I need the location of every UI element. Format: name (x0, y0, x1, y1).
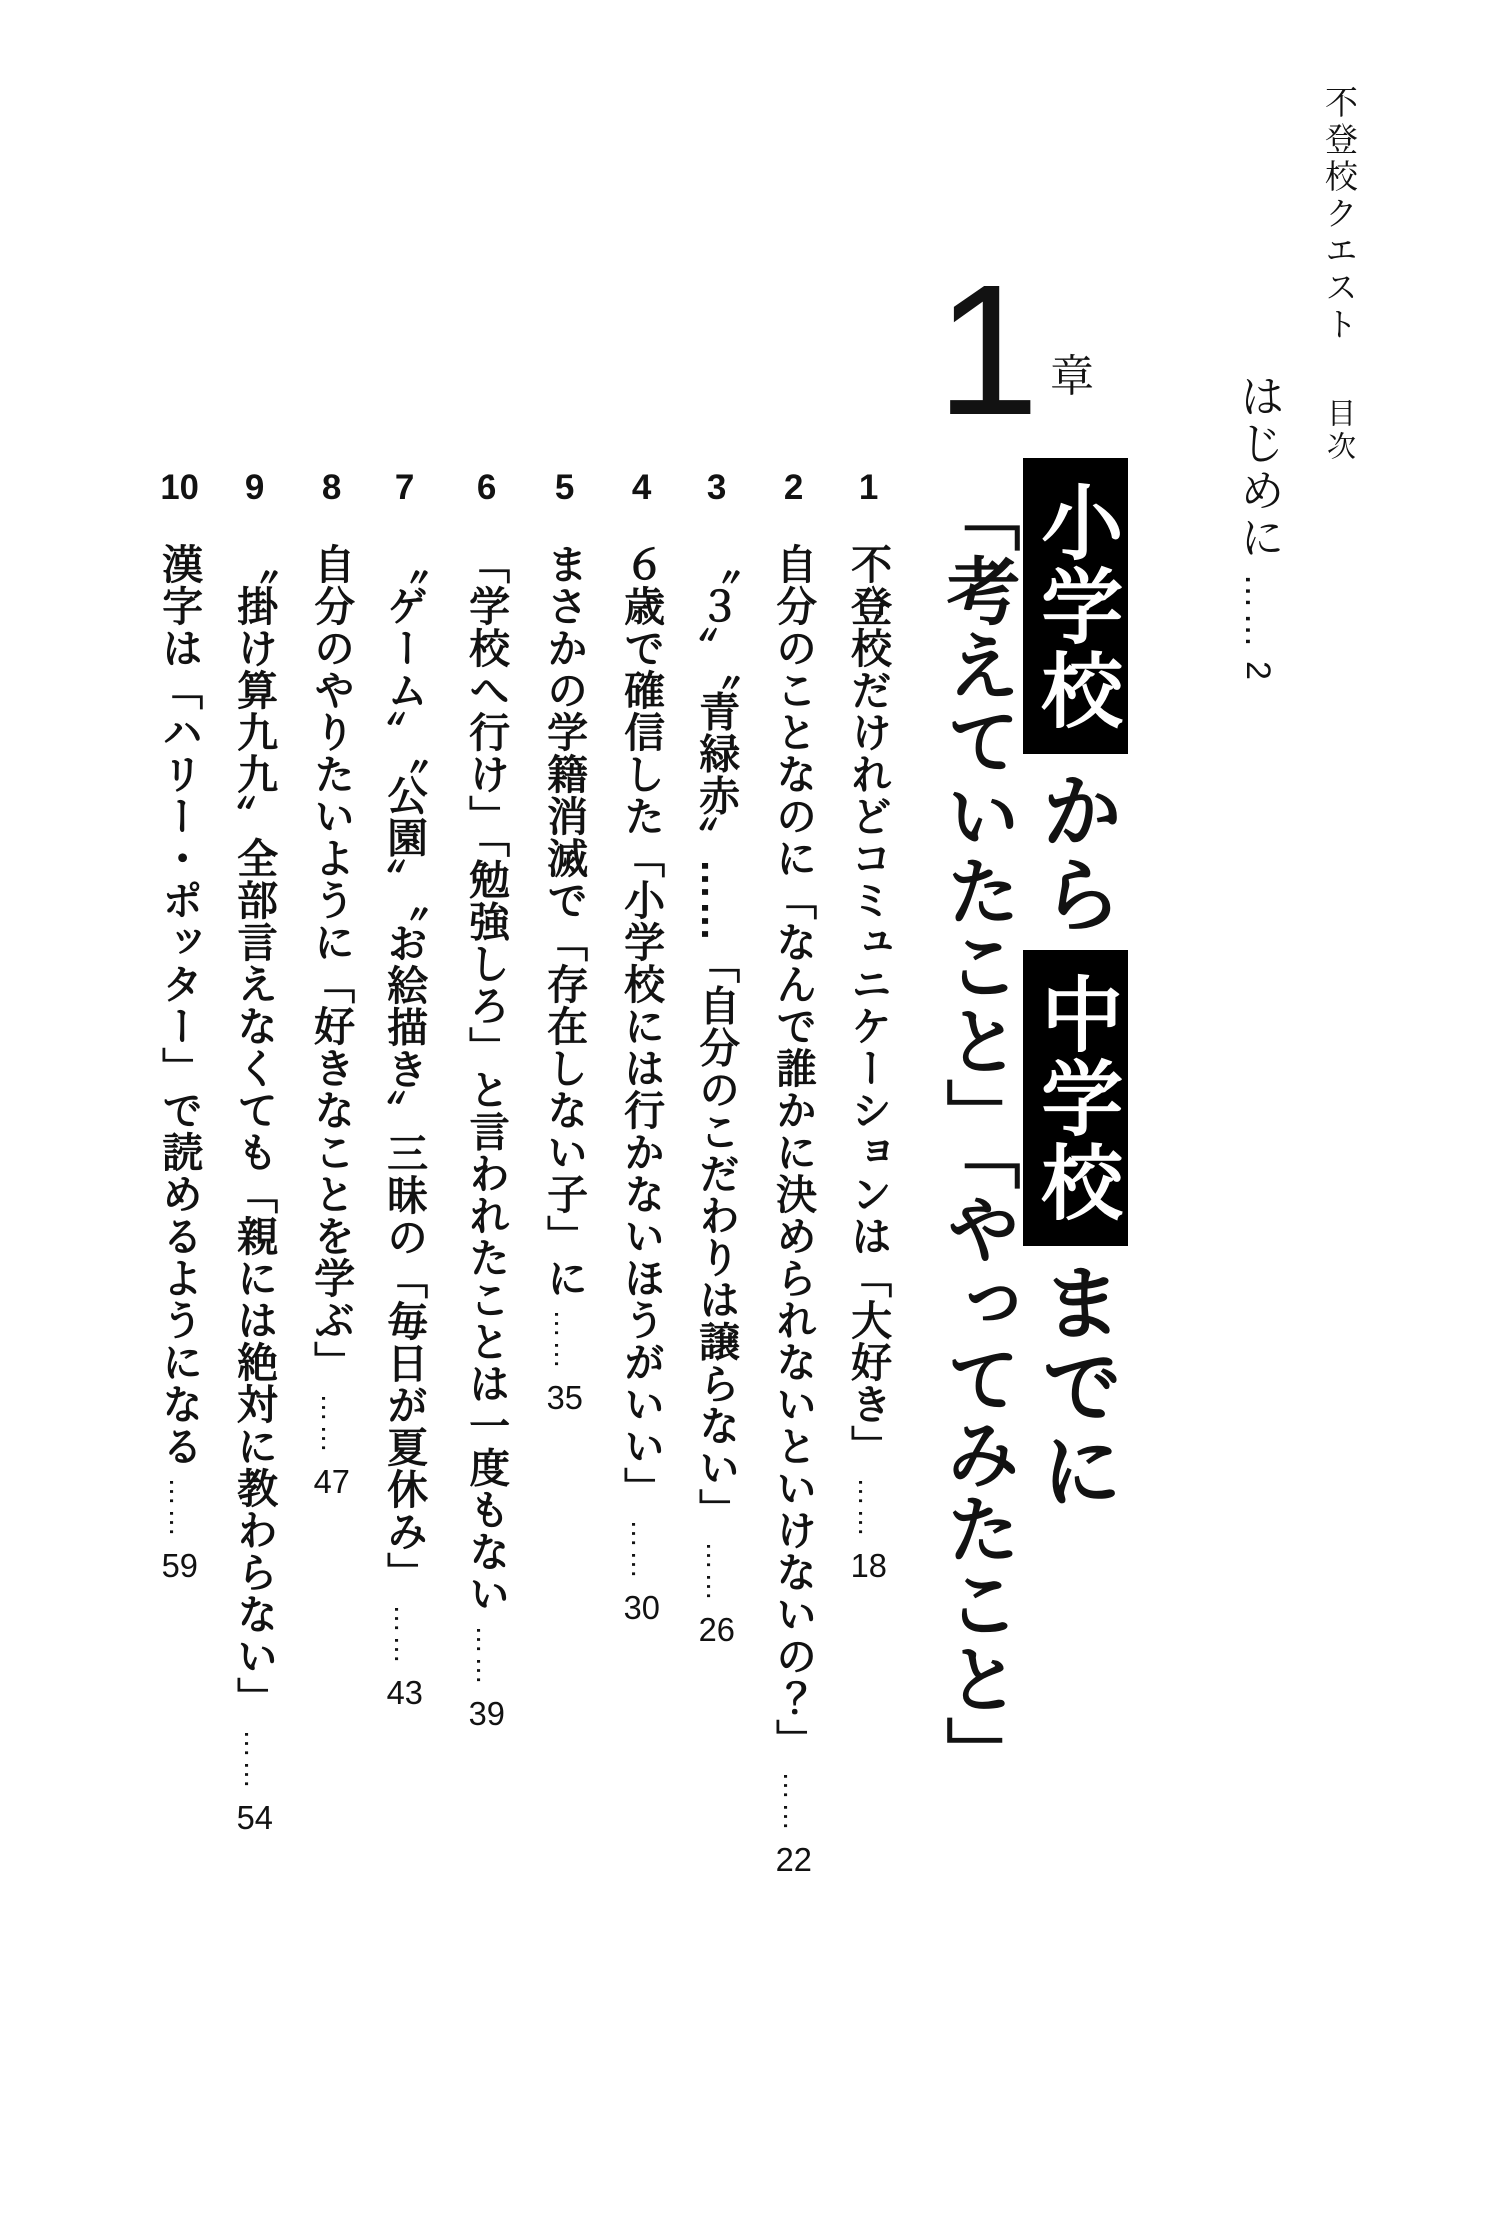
toc-item-number: 10 (160, 470, 199, 505)
toc-item-number: 7 (394, 470, 415, 505)
toc-item-5 (541, 470, 586, 2210)
toc-item-page: 22 (775, 1843, 812, 1876)
toc-item-number: 2 (783, 470, 804, 505)
toc-item-2 (770, 470, 815, 2210)
chapter-title-connector-madeni: までに (1029, 1260, 1121, 1512)
intro-page-number: 2 (1239, 661, 1277, 682)
toc-item-6 (463, 470, 508, 2210)
toc-label: 目次 (1323, 398, 1355, 464)
toc-leader-dots: …… (315, 1393, 348, 1455)
toc-item-title: 「学校へ行け」「勉強しろ」と言われたことは一度もない (463, 543, 510, 1615)
toc-item-9 (231, 470, 276, 2210)
toc-item-7 (381, 470, 426, 2210)
chapter-title-line1 (1026, 458, 1123, 1512)
toc-item-page: 18 (850, 1549, 887, 1582)
toc-item-title: 自分のやりたいように「好きなことを学ぶ」 (308, 543, 355, 1383)
toc-item-title: 不登校だけれどコミュニケーションは「大好き」 (845, 543, 892, 1467)
toc-item-title: 〝３〟〝青緑赤〟……「自分のこだわりは譲らない」 (693, 543, 740, 1531)
toc-leader-dots: …… (470, 1624, 503, 1687)
chapter-number-digit: 1 (936, 247, 1040, 454)
toc-item-title: 〝掛け算九九〟全部言えなくても「親には絶対に教わらない」 (231, 543, 278, 1719)
toc-item-page: 39 (468, 1696, 505, 1730)
toc-item-number: 1 (858, 470, 879, 505)
toc-item-number: 5 (554, 470, 575, 505)
toc-item-page: 43 (386, 1676, 423, 1709)
toc-item-page: 47 (313, 1465, 350, 1498)
toc-item-title: まさかの学籍消滅で「存在しない子」に (541, 543, 588, 1299)
chapter-title-highlight-elementary: 小学校 (1023, 458, 1128, 754)
toc-item-1 (845, 470, 890, 2210)
toc-item-page: 54 (236, 1801, 273, 1834)
intro-entry (1226, 373, 1291, 682)
chapter-title-connector-kara: から (1029, 768, 1121, 936)
toc-item-title: 自分のことなのに「なんで誰かに決められないといけないの？」 (770, 543, 817, 1761)
toc-item-title: 漢字は「ハリー・ポッター」で読めるようになる (156, 543, 203, 1467)
toc-leader-dots: …… (548, 1309, 581, 1371)
running-head (1316, 85, 1363, 464)
toc-leader-dots: …… (777, 1771, 810, 1833)
toc-leader-dots: …… (852, 1477, 885, 1539)
toc-item-page: 35 (546, 1381, 583, 1414)
toc-item-4 (618, 470, 663, 2210)
toc-leader-dots: …… (625, 1519, 658, 1581)
intro-label: はじめに (1233, 373, 1284, 561)
chapter-title-highlight-junior-high: 中学校 (1023, 950, 1128, 1246)
toc-item-number: 4 (631, 470, 652, 505)
toc-item-title: ６歳で確信した「小学校には行かないほうがいい」 (618, 543, 665, 1509)
toc-item-page: 26 (698, 1612, 735, 1646)
intro-leader-dots: …… (1238, 573, 1279, 651)
toc-item-10 (156, 470, 201, 2210)
toc-item-number: 9 (244, 470, 265, 505)
toc-item-number: 8 (321, 470, 342, 505)
toc-item-3 (693, 470, 738, 2210)
chapter-title-line2: 「考えていたこと」「やってみたこと」 (936, 478, 1020, 1791)
toc-leader-dots: …… (163, 1477, 196, 1539)
toc-item-8 (308, 470, 353, 2210)
book-title: 不登校クエスト (1321, 85, 1358, 344)
toc-leader-dots: …… (388, 1604, 421, 1666)
toc-item-page: 59 (161, 1549, 198, 1582)
toc-leader-dots: …… (238, 1729, 271, 1791)
chapter-suffix: 章 (1050, 352, 1094, 401)
toc-item-title: 〝ゲーム〟〝公園〟〝お絵描き〟三昧の「毎日が夏休み」 (381, 543, 428, 1594)
toc-leader-dots: …… (700, 1540, 733, 1603)
toc-item-number: 3 (706, 470, 727, 505)
toc-item-page: 30 (623, 1591, 660, 1624)
toc-item-number: 6 (476, 470, 497, 505)
